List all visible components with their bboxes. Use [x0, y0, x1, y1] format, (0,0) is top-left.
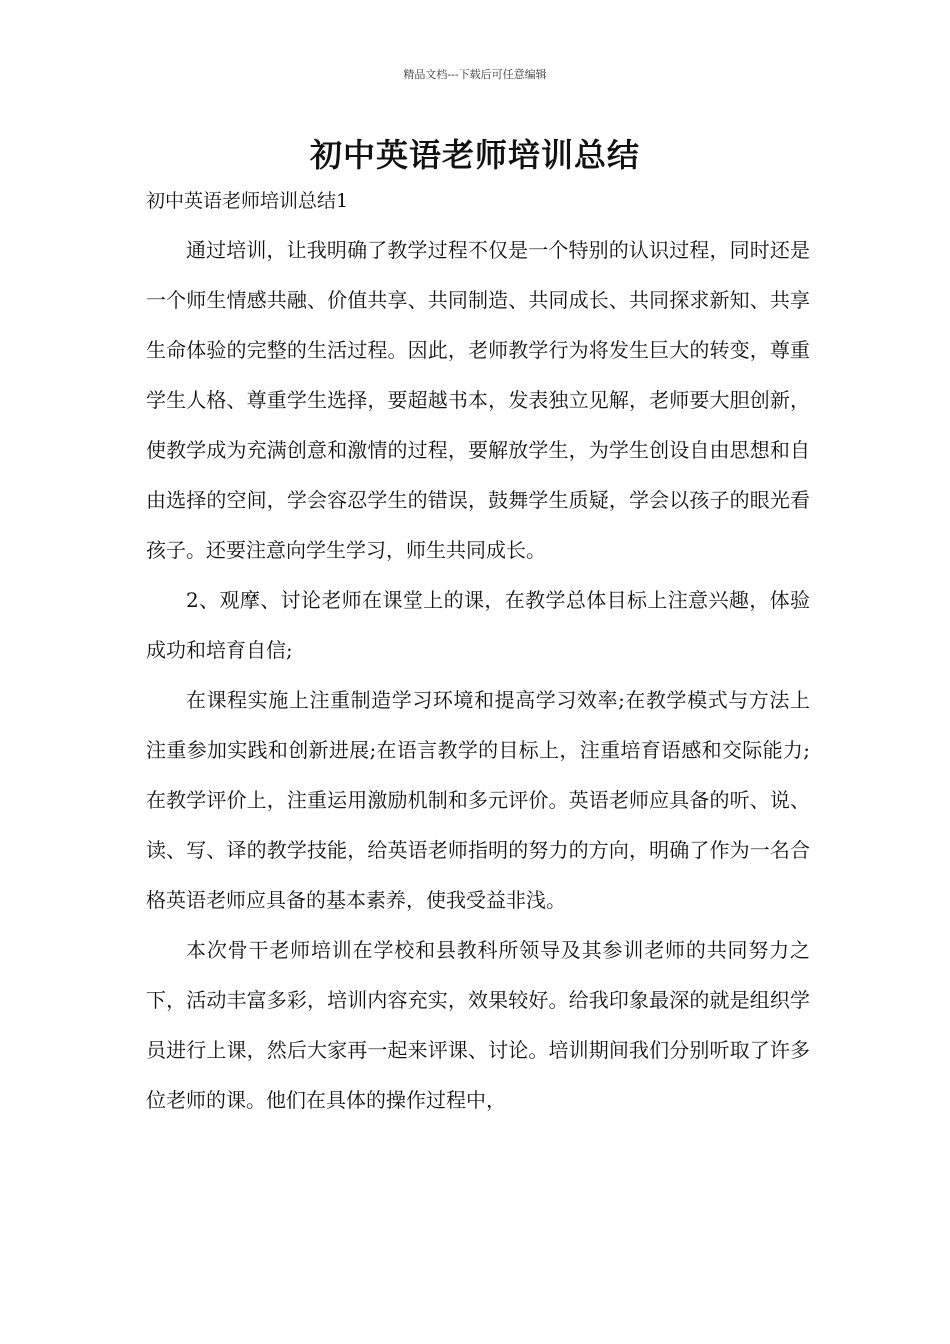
document-body: [146, 225, 810, 1125]
paragraph-2: 2、观摩、讨论老师在课堂上的课，在教学总体目标上注意兴趣，体验成功和培育自信;: [146, 588, 810, 662]
paragraph-4: 本次骨干老师培训在学校和县教科所领导及其参训老师的共同努力之下，活动丰富多彩，培训内容充实，效果较好。给我印象最深的就是组织学员进行上课，然后大家再一起来评课、讨论。培训期间我们分别听取了许多位老师的课。他们在具体的操作过程中，: [146, 938, 810, 1112]
document-title: 初中英语老师培训总结: [309, 136, 640, 174]
header-note: 精品文档---下载后可任意编辑: [403, 68, 547, 81]
paragraph-3: 在课程实施上注重制造学习环境和提高学习效率;在教学模式与方法上注重参加实践和创新进展;在语言教学的目标上，注重培育语感和交际能力;在教学评价上，注重运用激励机制和多元评价。英语老师应具备的听、说、读、写、译的教学技能，给英语老师指明的努力的方向，明确了作为一名合格英语老师应具备的基本素养，使我受益非浅。: [146, 688, 810, 912]
document-subtitle: 初中英语老师培训总结1: [146, 190, 349, 212]
paragraph-1: 通过培训，让我明确了教学过程不仅是一个特别的认识过程，同时还是一个师生情感共融、价值共享、共同制造、共同成长、共同探求新知、共享生命体验的完整的生活过程。因此，老师教学行为将发生巨大的转变，尊重学生人格、尊重学生选择，要超越书本，发表独立见解，老师要大胆创新，使教学成为充满创意和激情的过程，要解放学生，为学生创设自由思想和自由选择的空间，学会容忍学生的错误，鼓舞学生质疑，学会以孩子的眼光看孩子。还要注意向学生学习，师生共同成长。: [146, 238, 810, 562]
